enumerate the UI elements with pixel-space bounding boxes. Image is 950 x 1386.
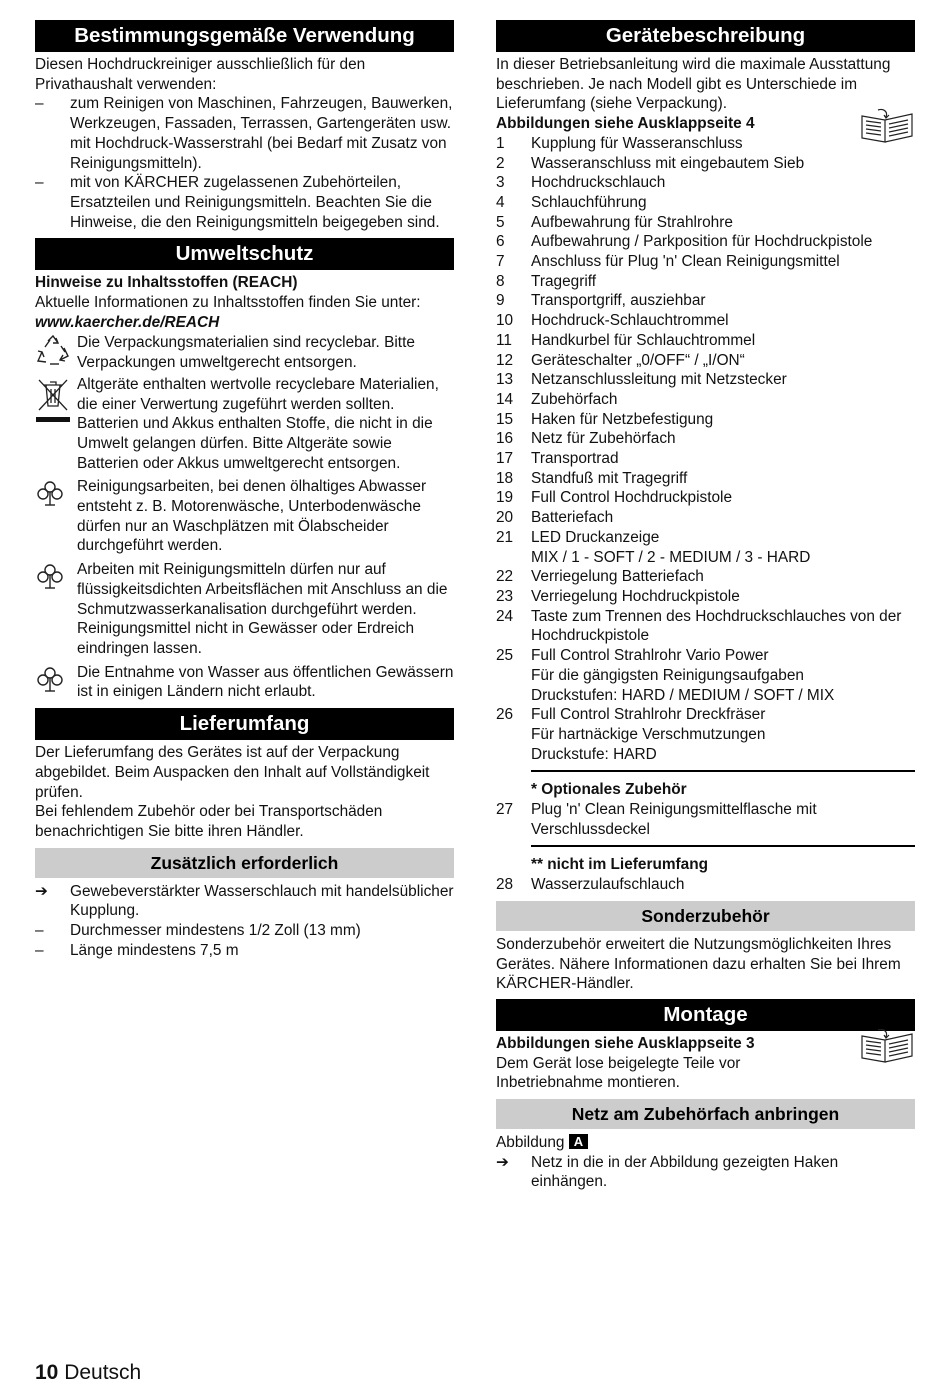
list-item (496, 567, 915, 587)
item-text (531, 213, 915, 233)
item-number: 28 (496, 876, 514, 894)
open-book-icon (858, 108, 916, 149)
list-item (496, 154, 915, 174)
dash-marker: – (35, 95, 44, 113)
item-text (531, 469, 915, 489)
environment-note (35, 333, 454, 372)
scope-text: Der Lieferumfang des Gerätes ist auf der Verpackung abgebildet. Beim Auspacken den Inhalt auf Vollständigkeit prüfen. (35, 744, 430, 801)
item-number: 7 (496, 253, 505, 271)
crossed-bin-icon (35, 375, 77, 474)
intended-use-intro: Diesen Hochdruckreiniger ausschließlich für den Privathaushalt verwenden: (35, 56, 366, 93)
list-item-text: zum Reinigen von Maschinen, Fahrzeugen, Bauwerken, Werkzeugen, Fassaden, Terrassen, Gartengeräten usw. mit Hochdruck-Wasserstrahl (bei Bedarf mit Zusatz von Reinigungsmitteln). (70, 95, 453, 172)
item-label: Batteriefach (531, 509, 614, 527)
item-text (531, 528, 915, 567)
item-number: 9 (496, 292, 505, 310)
environment-note (35, 477, 454, 556)
list-item (496, 232, 915, 252)
reach-heading: Hinweise zu Inhaltsstoffen (REACH) (35, 274, 298, 292)
item-label: Haken für Netzbefestigung (531, 410, 714, 428)
item-text (531, 488, 915, 508)
environment-note (35, 375, 454, 474)
item-number: 24 (496, 607, 514, 625)
list-item (496, 508, 915, 528)
list-item (35, 882, 454, 921)
list-heading-row (496, 855, 915, 875)
item-text (531, 291, 915, 311)
list-item-text: Durchmesser mindestens 1/2 Zoll (13 mm) (70, 922, 361, 940)
item-label: Transportgriff, ausziehbar (531, 292, 706, 310)
section-heading-assembly: Montage (496, 999, 915, 1031)
description-intro: In dieser Betriebsanleitung wird die maximale Ausstattung beschrieben. Je nach Modell gibt es Unterschiede im Lieferumfang (siehe Verpackung). (496, 56, 891, 113)
item-label: Hochdruckschlauch (531, 174, 666, 192)
item-label: Netzanschlussleitung mit Netzstecker (531, 371, 787, 389)
list-item (35, 94, 454, 173)
list-item (496, 528, 915, 567)
list-item-text: Länge mindestens 7,5 m (70, 941, 239, 959)
item-subline: Für die gängigsten Reinigungsaufgaben (531, 666, 804, 684)
list-item (496, 488, 915, 508)
item-number: 25 (496, 647, 514, 665)
scope-text: Bei fehlendem Zubehör oder bei Transportschäden benachrichtigen Sie bitte ihren Händler. (35, 803, 383, 840)
note-text: Arbeiten mit Reinigungsmitteln dürfen nur auf flüssigkeitsdichten Arbeitsflächen mit Anschluss an die Schmutzwasserkanalisation durchgeführt werden. Reinigungsmittel nicht in Gewässer oder Erdreich eindringen lassen. (77, 561, 448, 657)
item-number: 22 (496, 568, 514, 586)
list-item (496, 213, 915, 233)
list-item-text: mit von KÄRCHER zugelassenen Zubehörteilen, Ersatzteilen und Reinigungsmitteln. Beachten Sie die Hinweise, die den Reinigungsmitteln beigegeben sind. (70, 174, 440, 231)
environment-tree-icon (35, 663, 77, 702)
section-heading-description: Gerätebeschreibung (496, 20, 915, 52)
item-number: 5 (496, 213, 505, 231)
item-label: LED Druckanzeige (531, 528, 660, 546)
item-label: Transportrad (531, 450, 619, 468)
list-item (496, 607, 915, 646)
item-text: Plug 'n' Clean Reinigungsmittelflasche mit Verschlussdeckel (531, 801, 817, 838)
item-text (531, 508, 915, 528)
list-item (496, 291, 915, 311)
list-item (496, 705, 915, 764)
item-number: 10 (496, 312, 514, 330)
environment-tree-icon (35, 560, 77, 659)
environment-note (35, 560, 454, 659)
item-text (531, 429, 915, 449)
item-number: 14 (496, 390, 514, 408)
item-text (531, 351, 915, 371)
item-number: 23 (496, 587, 514, 605)
item-text (531, 449, 915, 469)
component-list (496, 134, 915, 765)
note-text: Die Entnahme von Wasser aus öffentlichen Gewässern ist in einigen Ländern nicht erlaubt. (77, 663, 454, 701)
item-label: Tragegriff (531, 272, 597, 290)
section-heading-special-accessories: Sonderzubehör (496, 901, 915, 931)
list-item (496, 646, 915, 705)
list-item (496, 193, 915, 213)
left-column (35, 20, 454, 960)
item-label: Verriegelung Hochdruckpistole (531, 587, 740, 605)
item-text (531, 705, 915, 764)
item-text (531, 370, 915, 390)
list-item (496, 331, 915, 351)
item-text (531, 607, 915, 646)
item-text (531, 154, 915, 174)
item-label: Geräteschalter „0/OFF“ / „I/ON“ (531, 351, 745, 369)
item-subline: Für hartnäckige Verschmutzungen (531, 725, 766, 743)
list-item (496, 351, 915, 371)
special-accessories-text: Sonderzubehör erweitert die Nutzungsmöglichkeiten Ihres Gerätes. Nähere Informationen dazu erhalten Sie bei Ihrem KÄRCHER-Händler. (496, 935, 901, 993)
list-item (496, 252, 915, 272)
item-number: 27 (496, 801, 514, 819)
item-text (531, 252, 915, 272)
item-text (531, 331, 915, 351)
item-number: 21 (496, 528, 514, 546)
divider (531, 845, 915, 847)
list-item (496, 1153, 915, 1192)
item-number: 3 (496, 174, 505, 192)
list-item (496, 449, 915, 469)
item-number: 18 (496, 469, 514, 487)
divider (531, 770, 915, 772)
list-item (496, 469, 915, 489)
arrow-icon: ➔ (496, 1153, 509, 1171)
item-number: 4 (496, 193, 505, 211)
environment-note (35, 663, 454, 702)
item-subline: Druckstufe: HARD (531, 745, 657, 763)
item-number: 2 (496, 154, 505, 172)
item-number: 15 (496, 410, 514, 428)
item-text (531, 173, 915, 193)
figure-ref-row (496, 114, 915, 134)
item-label: Aufbewahrung für Strahlrohre (531, 213, 733, 231)
list-item (496, 875, 915, 895)
dash-marker: – (35, 941, 44, 959)
figure-reference: Abbildungen siehe Ausklappseite 4 (496, 115, 755, 133)
item-label: Aufbewahrung / Parkposition für Hochdruckpistole (531, 233, 873, 251)
item-text: Wasserzulaufschlauch (531, 876, 685, 894)
item-label: Full Control Strahlrohr Dreckfräser (531, 706, 766, 724)
item-subline: Druckstufen: HARD / MEDIUM / SOFT / MIX (531, 686, 835, 704)
item-number: 20 (496, 509, 514, 527)
dash-marker: – (35, 174, 44, 192)
step-text: Netz in die in der Abbildung gezeigten Haken einhängen. (531, 1153, 839, 1191)
optional-heading: * Optionales Zubehör (531, 781, 687, 799)
environment-tree-icon (35, 477, 77, 556)
recycling-icon (35, 333, 77, 372)
list-item (35, 921, 454, 941)
item-text (531, 390, 915, 410)
item-label: Verriegelung Batteriefach (531, 568, 704, 586)
list-item (496, 272, 915, 292)
assembly-text: Dem Gerät lose beigelegte Teile vor Inbetriebnahme montieren. (496, 1054, 741, 1092)
list-heading-row (496, 780, 915, 800)
item-text (531, 272, 915, 292)
item-text (531, 311, 915, 331)
reach-text: Aktuelle Informationen zu Inhaltsstoffen finden Sie unter: (35, 294, 421, 312)
list-item (496, 410, 915, 430)
section-heading-net: Netz am Zubehörfach anbringen (496, 1099, 915, 1129)
item-text (531, 646, 915, 705)
figure-label-row (496, 1133, 915, 1153)
list-item (496, 311, 915, 331)
list-item (496, 587, 915, 607)
item-number: 6 (496, 233, 505, 251)
list-item (35, 941, 454, 961)
item-number: 12 (496, 351, 514, 369)
figure-reference: Abbildungen siehe Ausklappseite 3 (496, 1034, 755, 1052)
item-number: 19 (496, 489, 514, 507)
list-item (496, 800, 915, 839)
section-heading-environment: Umweltschutz (35, 238, 454, 270)
note-text: Die Verpackungsmaterialien sind recyclebar. Bitte Verpackungen umweltgerecht entsorgen. (77, 334, 415, 372)
not-included-heading: ** nicht im Lieferumfang (531, 856, 709, 874)
item-subline: MIX / 1 - SOFT / 2 - MEDIUM / 3 - HARD (531, 548, 811, 566)
page-number: 10 (35, 1361, 59, 1384)
reach-url: www.kaercher.de/REACH (35, 313, 220, 331)
list-item (496, 370, 915, 390)
section-heading-scope: Lieferumfang (35, 708, 454, 740)
section-heading-intended-use: Bestimmungsgemäße Verwendung (35, 20, 454, 52)
item-number: 26 (496, 706, 514, 724)
note-text: Altgeräte enthalten wertvolle recyclebare Materialien, die einer Verwertung zugeführt werden sollten. Batterien und Akkus enthalten Stoffe, die nicht in die Umwelt gelangen dürfen. Bitte Altgeräte sowie Batterien oder Akkus umweltgerecht entsorgen. (77, 375, 439, 472)
list-item (496, 390, 915, 410)
item-text (531, 232, 915, 252)
item-text (531, 410, 915, 430)
item-label: Zubehörfach (531, 390, 618, 408)
footer-language: Deutsch (64, 1361, 142, 1384)
item-label: Wasseranschluss mit eingebautem Sieb (531, 154, 805, 172)
item-label: Schlauchführung (531, 193, 647, 211)
item-number: 16 (496, 430, 514, 448)
item-text (531, 587, 915, 607)
arrow-icon: ➔ (35, 882, 48, 900)
item-label: Full Control Hochdruckpistole (531, 489, 733, 507)
section-heading-additional: Zusätzlich erforderlich (35, 848, 454, 878)
item-label: Standfuß mit Tragegriff (531, 469, 688, 487)
item-number: 11 (496, 331, 512, 349)
item-label: Anschluss für Plug 'n' Clean Reinigungsmittel (531, 253, 840, 271)
item-text (531, 193, 915, 213)
list-item (35, 173, 454, 232)
item-number: 13 (496, 371, 514, 389)
note-text: Reinigungsarbeiten, bei denen ölhaltiges Abwasser entsteht z. B. Motorenwäsche, Unterbodenwäsche dürfen nur an Waschplätzen mit Ölabscheider durchgeführt werden. (77, 478, 427, 555)
list-item (496, 134, 915, 154)
figure-label: Abbildung (496, 1134, 565, 1152)
page-footer (35, 1360, 141, 1386)
dash-marker: – (35, 922, 44, 940)
item-label: Netz für Zubehörfach (531, 430, 676, 448)
item-label: Taste zum Trennen des Hochdruckschlauches von der Hochdruckpistole (531, 607, 902, 645)
item-number: 8 (496, 272, 505, 290)
figure-letter-badge: A (569, 1134, 588, 1149)
assembly-block (496, 1034, 915, 1093)
open-book-icon (858, 1028, 916, 1069)
item-label: Hochdruck-Schlauchtrommel (531, 312, 729, 330)
list-item-text: Gewebeverstärkter Wasserschlauch mit handelsüblicher Kupplung. (70, 882, 454, 920)
item-label: Handkurbel für Schlauchtrommel (531, 331, 756, 349)
item-number: 1 (496, 134, 505, 152)
item-label: Full Control Strahlrohr Vario Power (531, 647, 769, 665)
right-column (496, 20, 915, 1192)
item-text (531, 567, 915, 587)
list-item (496, 173, 915, 193)
item-label: Kupplung für Wasseranschluss (531, 134, 743, 152)
list-item (496, 429, 915, 449)
item-number: 17 (496, 450, 514, 468)
